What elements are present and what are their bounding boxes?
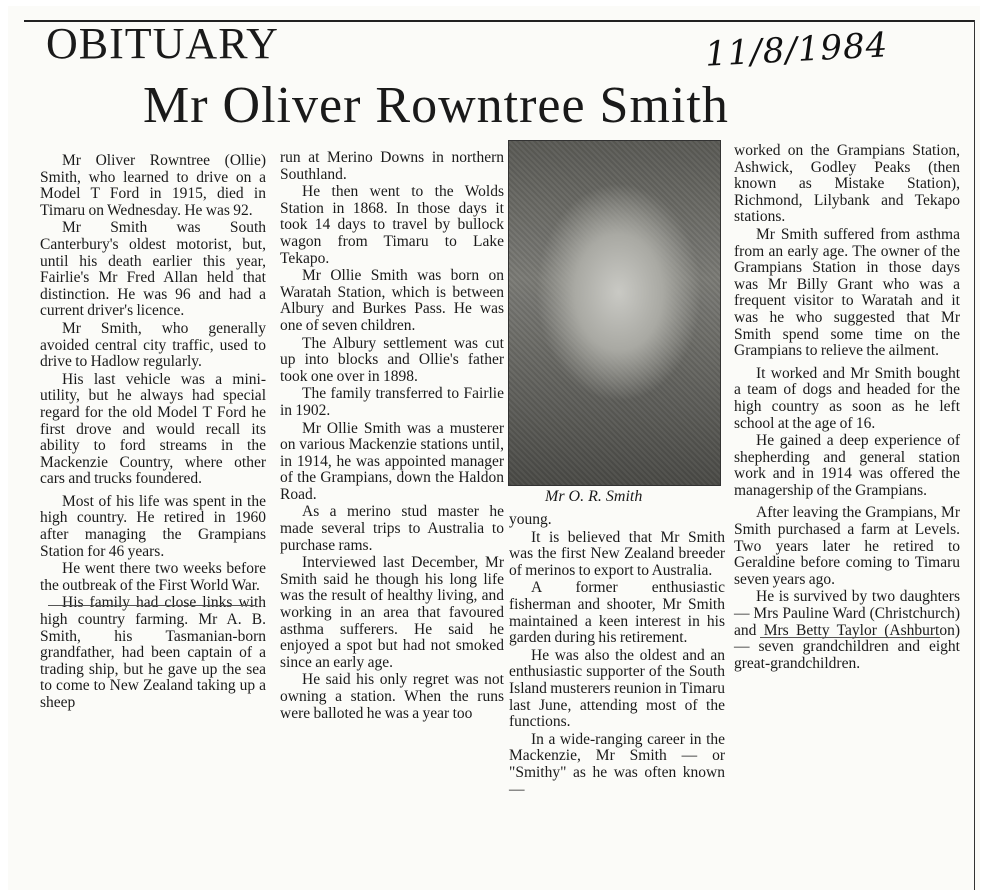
article-column-2 xyxy=(280,150,504,723)
column-divider xyxy=(48,605,256,606)
column-divider xyxy=(760,637,940,638)
paragraph: Mr Smith, who generally avoided central city traffic, used to drive to Hadlow regularly. xyxy=(40,319,266,371)
portrait-photo xyxy=(508,140,721,486)
paragraph: Mr Smith was South Canterbury's oldest motorist, but, until his death earlier this year, Fairlie's Mr Fred Allan held that distinction. He was 96 and had a current driver's licence. xyxy=(40,219,266,320)
paragraph: young. xyxy=(509,511,552,528)
paragraph: Mr Smith suffered from asthma from an early age. The owner of the Grampians Station in those days was Mr Billy Grant who was a frequent visitor to Waratah and it was he who suggested that Mr Smith spend some time on the Grampians to relieve the ailment. xyxy=(734,225,960,360)
paragraph: Mr Oliver Rowntree (Ollie) Smith, who learned to drive on a Model T Ford in 1915, died in Timaru on Wednesday. He was 92. xyxy=(40,152,266,219)
paragraph: It worked and Mr Smith bought a team of dogs and headed for the high country as soon as he left school at the age of 16. xyxy=(734,364,960,432)
paragraph: He gained a deep experience of shepherding and general station work and in 1914 was offered the managership of the Grampians. xyxy=(734,432,960,499)
paragraph: It is believed that Mr Smith was the first New Zealand breeder of merinos to export to Australia. xyxy=(509,528,725,579)
paragraph: Most of his life was spent in the high country. He retired in 1960 after managing the Grampians Station for 46 years. xyxy=(40,492,266,560)
paragraph: Mr Ollie Smith was a musterer on various Mackenzie stations until, in 1914, he was appointed manager of the Grampians, down the Haldon Road. xyxy=(280,419,504,503)
article-column-4 xyxy=(734,143,960,673)
paragraph: He went there two weeks before the outbreak of the First World War. xyxy=(40,560,266,594)
right-rule xyxy=(974,20,975,890)
article-column-3 xyxy=(509,512,725,799)
article-column-1 xyxy=(40,153,266,713)
photo-caption: Mr O. R. Smith xyxy=(545,488,643,505)
paragraph: He then went to the Wolds Station in 1868. In those days it took 14 days to travel by bullock wagon from Timaru to Lake Tekapo. xyxy=(280,183,504,267)
section-heading: OBITUARY xyxy=(46,19,279,68)
paragraph: As a merino stud master he made several trips to Australia to purchase rams. xyxy=(280,503,504,554)
paragraph: The family transferred to Fairlie in 1902. xyxy=(280,385,504,419)
paragraph: Interviewed last December, Mr Smith said he though his long life was the result of healthy living, and working in an area that favoured asthma sufferers. He said he enjoyed a spot but had not smoked since an early age. xyxy=(280,554,504,671)
handwritten-date: 11/8/1984 xyxy=(704,25,890,75)
paragraph: Mr Ollie Smith was born on Waratah Station, which is between Albury and Burkes Pass. He was one of seven children. xyxy=(280,267,504,334)
paragraph: He is survived by two daughters — Mrs Pauline Ward (Christchurch) and Mrs Betty Taylor (Ashburton) — seven grandchildren and eight great-grandchildren. xyxy=(734,588,960,672)
paragraph: His family had close links with high country farming. Mr A. B. Smith, his Tasmanian-born grandfather, had been captain of a trading ship, but he gave up the sea to come to New Zealand taking up a sheep xyxy=(40,594,266,711)
paragraph: In a wide-ranging career in the Mackenzie, Mr Smith — or "Smithy" as he was often known — xyxy=(509,730,725,798)
paragraph: His last vehicle was a mini-utility, but he always had special regard for the old Model T Ford he first drove and would recall its ability to ford streams in the Mackenzie Country, where other cars and trucks foundered. xyxy=(40,370,266,488)
paragraph: worked on the Grampians Station, Ashwick, Godley Peaks (then known as Mistake Station), Richmond, Lilybank and Tekapo stations. xyxy=(734,142,960,226)
obituary-title: Mr Oliver Rowntree Smith xyxy=(143,77,729,134)
paragraph: After leaving the Grampians, Mr Smith purchased a farm at Levels. Two years later he retired to Geraldine before coming to Timaru seven years ago. xyxy=(734,504,960,588)
paragraph: He said his only regret was not owning a station. When the runs were balloted he was a year too xyxy=(280,671,504,722)
paragraph: run at Merino Downs in northern Southland. xyxy=(280,149,504,183)
paragraph: A former enthusiastic fisherman and shooter, Mr Smith maintained a keen interest in his garden during his retirement. xyxy=(509,579,725,647)
paragraph: The Albury settlement was cut up into blocks and Ollie's father took one over in 1898. xyxy=(280,334,504,385)
paragraph: He was also the oldest and an enthusiastic supporter of the South Island musterers reunion in Timaru last June, attending most of the functions. xyxy=(509,646,725,731)
